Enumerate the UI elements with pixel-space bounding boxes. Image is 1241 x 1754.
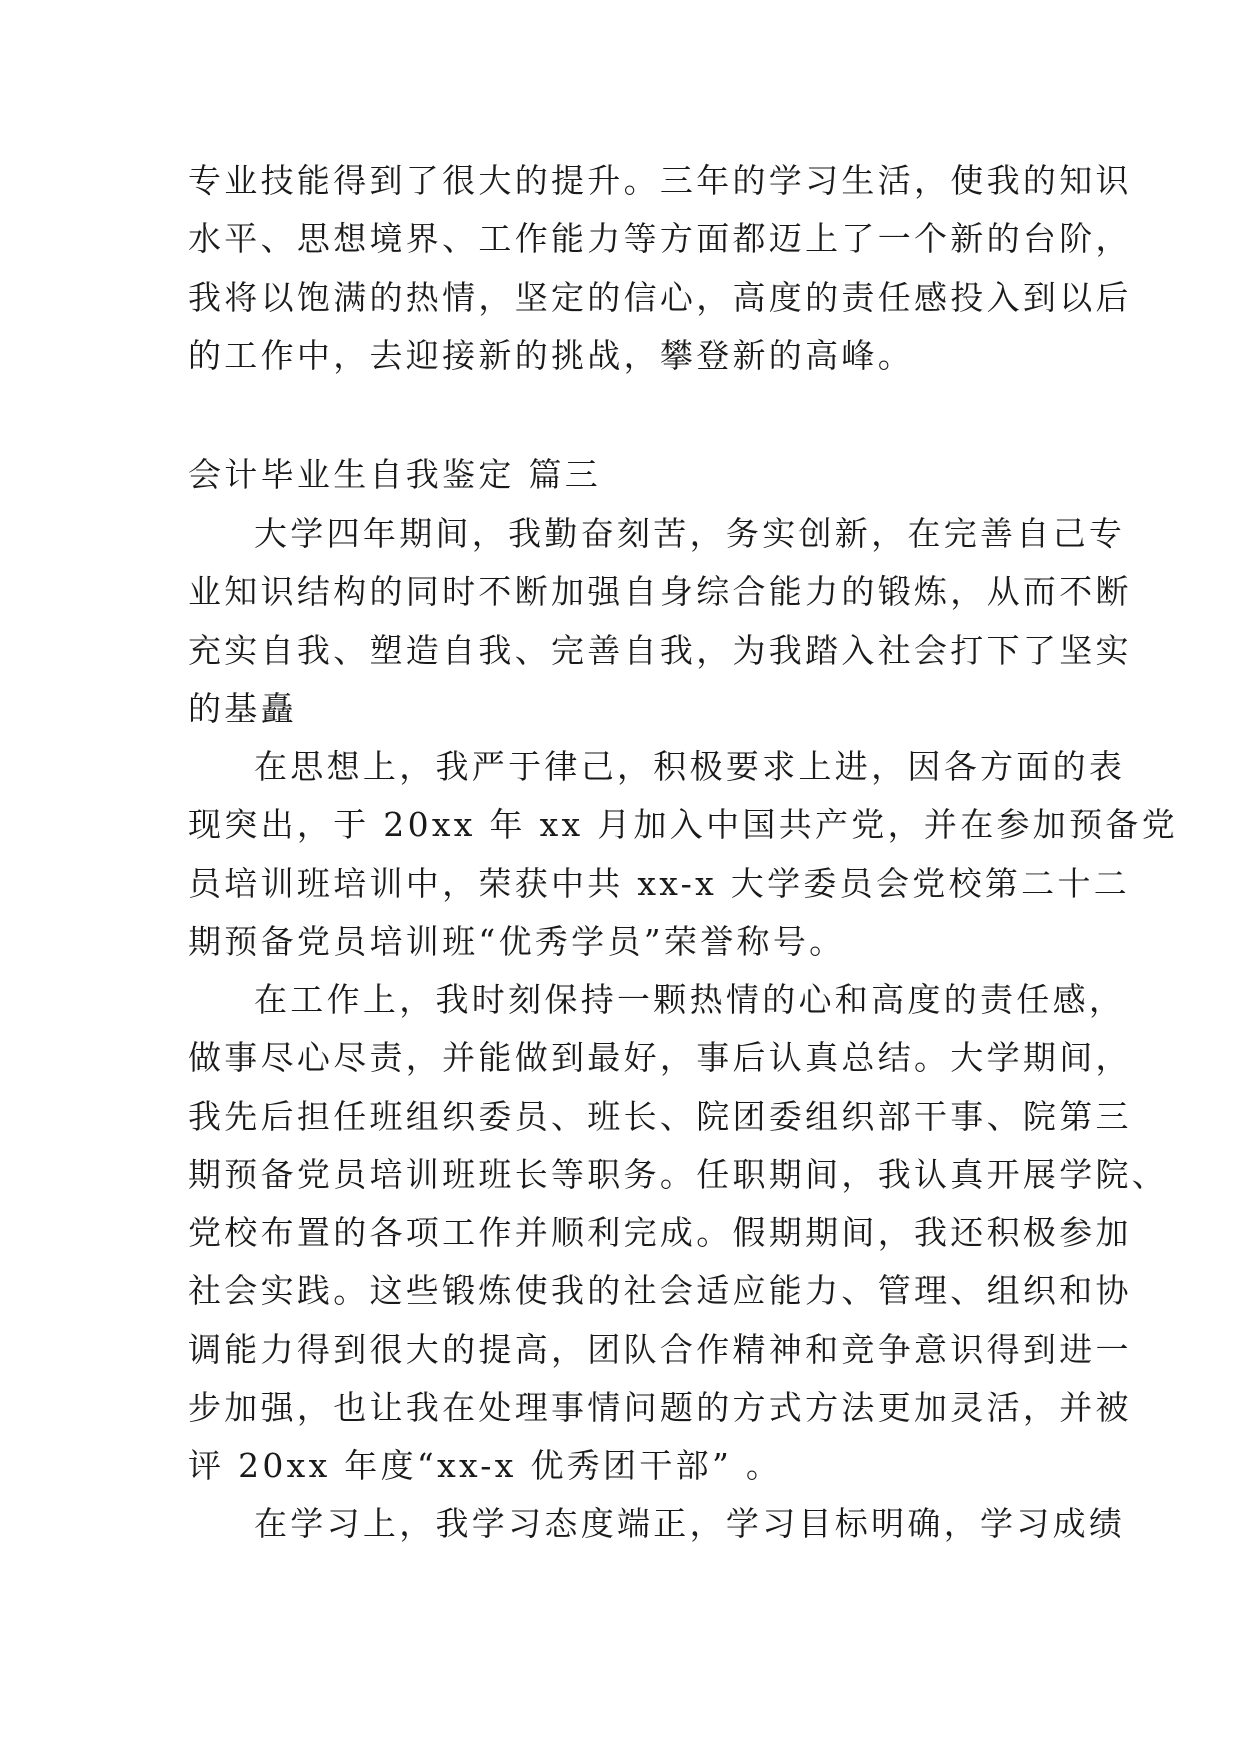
text-line: 大学四年期间，我勤奋刻苦，务实创新，在完善自己专 bbox=[254, 514, 1126, 553]
text-line: 做事尽心尽责，并能做到最好，事后认真总结。大学期间， bbox=[188, 1038, 1132, 1078]
text-line: 专业技能得到了很大的提升。三年的学习生活，使我的知识 bbox=[188, 161, 1132, 200]
paragraph-work bbox=[188, 971, 1169, 1496]
text-line: 我将以饱满的热情，坚定的信心，高度的责任感投入到以后 bbox=[188, 277, 1132, 317]
text-line: 党校布置的各项工作并顺利完成。假期期间，我还积极参加 bbox=[188, 1213, 1132, 1253]
text-line: 期预备党员培训班班长等职务。任职期间，我认真开展学院、 bbox=[188, 1154, 1169, 1194]
intro-paragraph bbox=[188, 152, 1132, 385]
text-line: 充实自我、塑造自我、完善自我，为我踏入社会打下了坚实 bbox=[188, 630, 1132, 670]
text-line: 评 20xx 年度“xx-x 优秀团干部” 。 bbox=[188, 1446, 783, 1486]
text-line: 的工作中，去迎接新的挑战，攀登新的高峰。 bbox=[188, 335, 914, 375]
text-line: 现突出，于 20xx 年 xx 月加入中国共产党，并在参加预备党 bbox=[188, 805, 1178, 845]
text-line: 业知识结构的同时不断加强自身综合能力的锻炼，从而不断 bbox=[188, 572, 1132, 612]
text-line: 步加强，也让我在处理事情问题的方式方法更加灵活，并被 bbox=[188, 1388, 1132, 1428]
text-line: 期预备党员培训班“优秀学员”荣誉称号。 bbox=[188, 921, 846, 961]
paragraph-overview bbox=[188, 505, 1132, 738]
text-line: 社会实践。这些锻炼使我的社会适应能力、管理、组织和协 bbox=[188, 1271, 1132, 1311]
paragraph-ideology bbox=[188, 738, 1178, 971]
text-line: 员培训班培训中，荣获中共 xx-x 大学委员会党校第二十二 bbox=[188, 863, 1131, 903]
text-line: 的基矗 bbox=[188, 688, 297, 728]
text-line: 在思想上，我严于律己，积极要求上进，因各方面的表 bbox=[254, 747, 1126, 786]
text-line: 在学习上，我学习态度端正，学习目标明确，学习成绩 bbox=[254, 1504, 1126, 1543]
text-line: 水平、思想境界、工作能力等方面都迈上了一个新的台阶， bbox=[188, 219, 1132, 259]
text-line: 调能力得到很大的提高，团队合作精神和竞争意识得到进一 bbox=[188, 1329, 1132, 1369]
section-heading bbox=[188, 446, 1058, 504]
paragraph-study bbox=[188, 1495, 1126, 1553]
section-heading-text: 会计毕业生自我鉴定 篇三 bbox=[188, 455, 602, 494]
text-line: 在工作上，我时刻保持一颗热情的心和高度的责任感， bbox=[254, 980, 1126, 1019]
text-line: 我先后担任班组织委员、班长、院团委组织部干事、院第三 bbox=[188, 1096, 1132, 1136]
